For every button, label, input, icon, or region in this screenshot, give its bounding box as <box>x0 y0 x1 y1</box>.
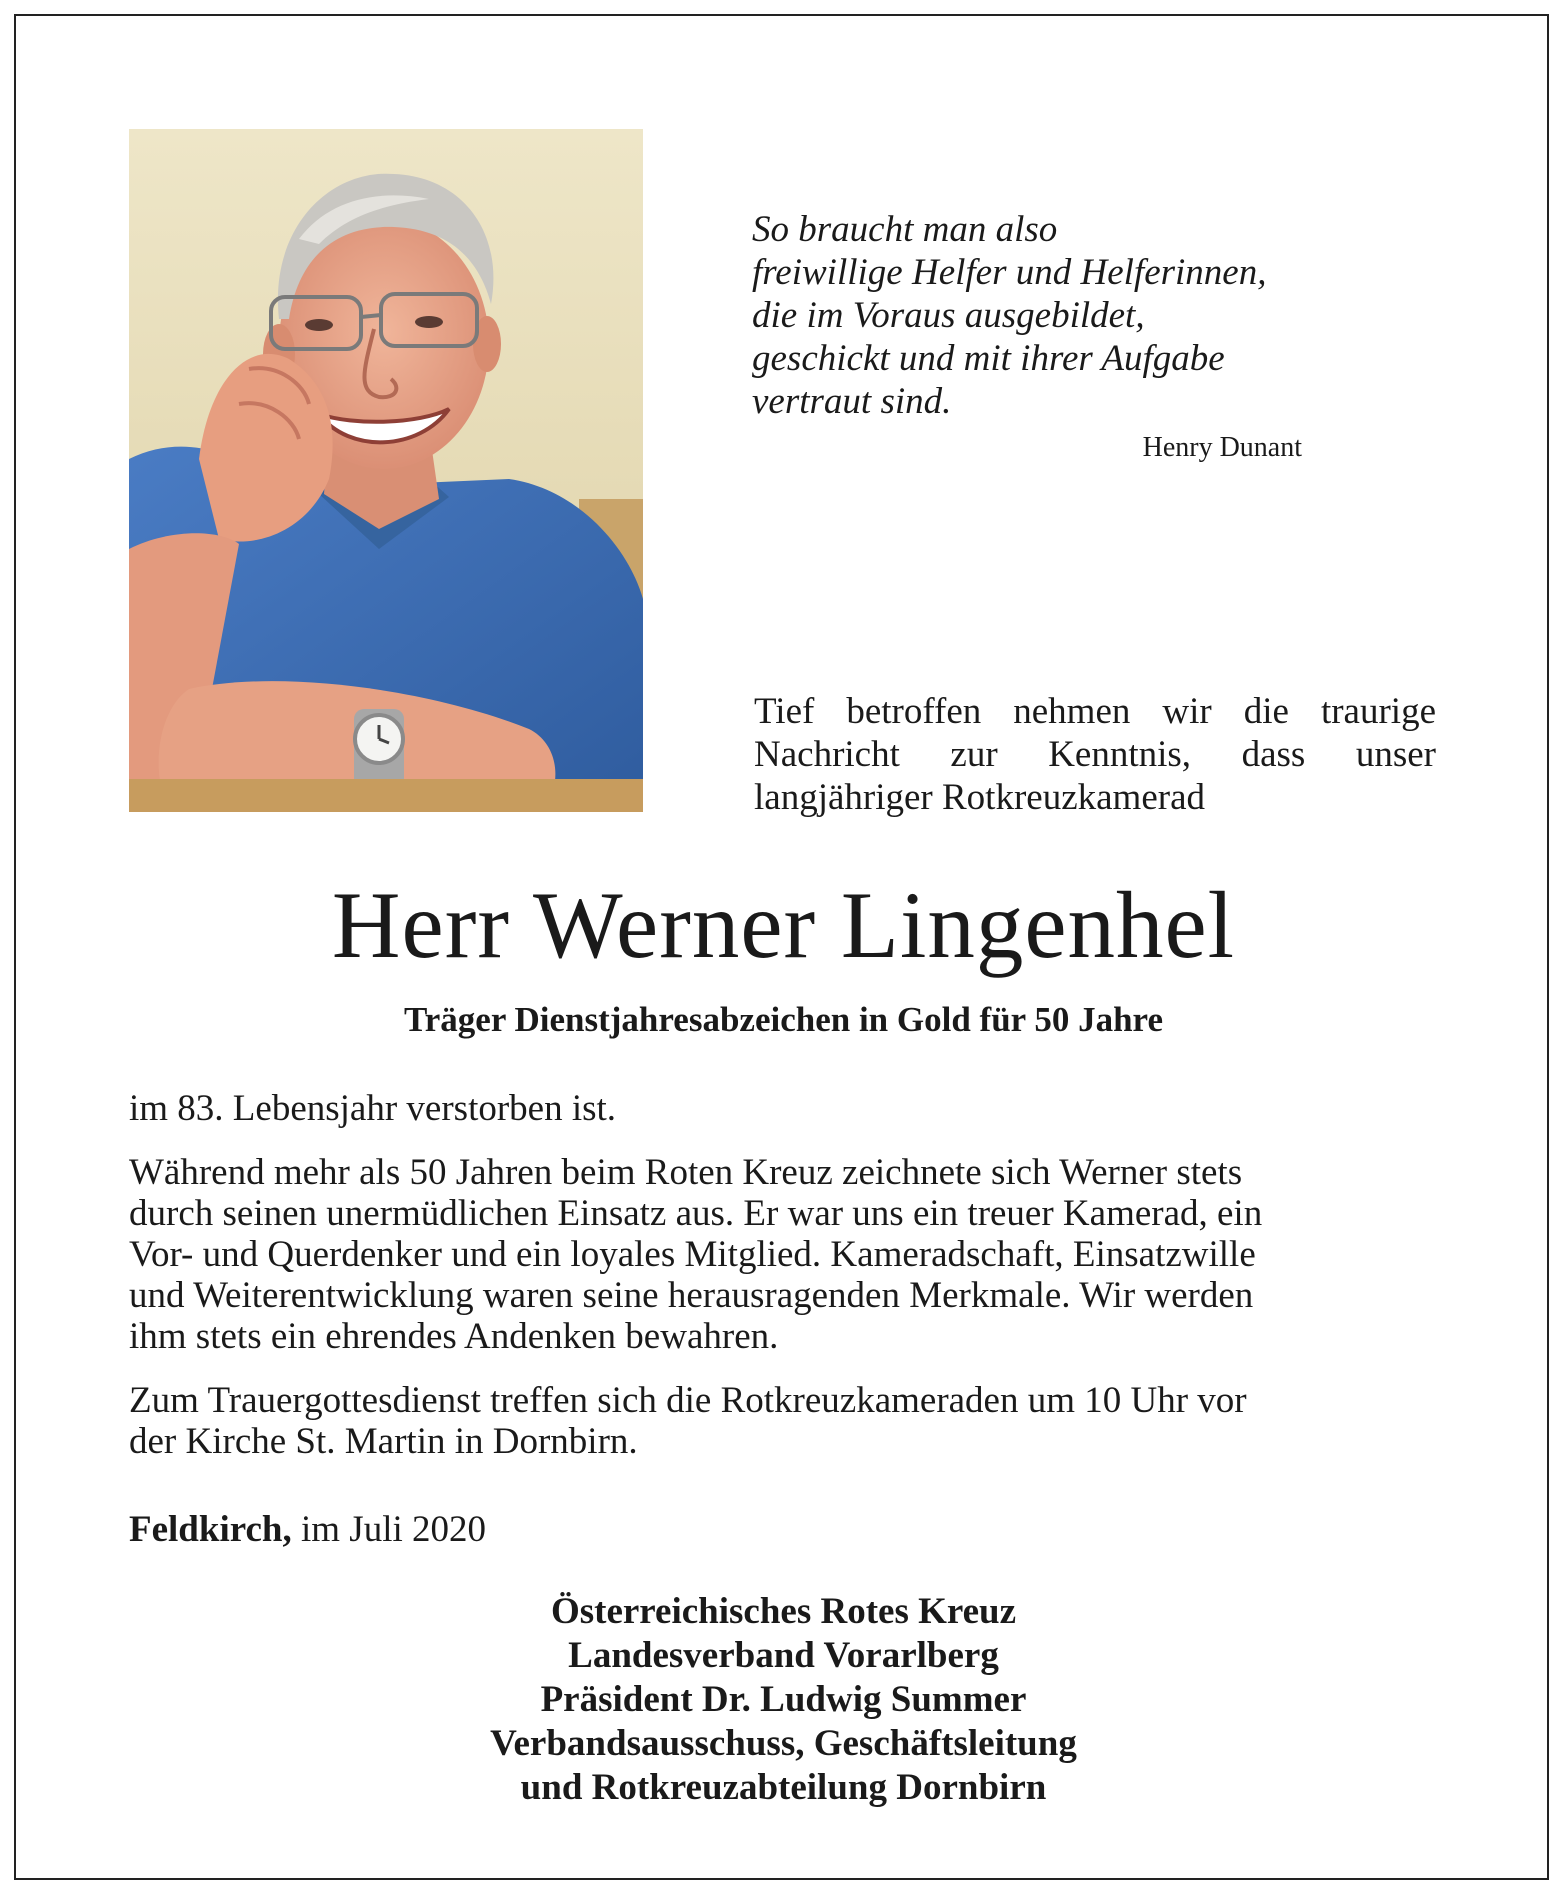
quote-text <box>752 208 1312 423</box>
paragraph-line: durch seinen unermüdlichen Einsatz aus. Er war uns ein treuer Kamerad, ein <box>129 1193 1263 1234</box>
intro-text <box>754 690 1436 819</box>
paragraph-line: im 83. Lebensjahr verstorben ist. <box>129 1088 617 1129</box>
place-city: Feldkirch, <box>129 1509 292 1550</box>
quote-line: die im Voraus ausgebildet, <box>752 295 1145 336</box>
paragraph-tribute <box>129 1152 1439 1357</box>
signature-line: Österreichisches Rotes Kreuz <box>550 1591 1017 1632</box>
quote-line: geschickt und mit ihrer Aufgabe <box>752 338 1225 379</box>
intro-line: Tief betroffen nehmen wir die traurige <box>754 691 1436 732</box>
signature-line: Landesverband Vorarlberg <box>568 1635 999 1676</box>
quote-author: Henry Dunant <box>1142 432 1302 463</box>
paragraph-line: ihm stets ein ehrendes Andenken bewahren. <box>129 1316 779 1357</box>
paragraph-line: Zum Trauergottesdienst treffen sich die Rotkreuzkameraden um 10 Uhr vor <box>129 1380 1247 1421</box>
intro-line: Nachricht zur Kenntnis, dass unser <box>754 734 1436 775</box>
paragraph-line: Während mehr als 50 Jahren beim Roten Kreuz zeichnete sich Werner stets <box>129 1152 1243 1193</box>
portrait-illustration <box>129 129 643 812</box>
signature-block <box>0 1590 1567 1810</box>
award-subtitle: Träger Dienstjahresabzeichen in Gold für 50 Jahre <box>404 1000 1163 1039</box>
place-and-date <box>129 1508 486 1552</box>
paragraph-line: Vor- und Querdenker und ein loyales Mitglied. Kameradschaft, Einsatzwille <box>129 1234 1256 1275</box>
deceased-name: Herr Werner Lingenhel <box>331 872 1236 978</box>
intro-line: langjähriger Rotkreuzkamerad <box>754 777 1205 818</box>
paragraph-service-info <box>129 1380 1439 1462</box>
paragraph-line: und Weiterentwicklung waren seine herausragenden Merkmale. Wir werden <box>129 1275 1254 1316</box>
quote-line: vertraut sind. <box>752 381 952 422</box>
place-date: im Juli 2020 <box>301 1509 487 1550</box>
signature-line: Verbandsausschuss, Geschäftsleitung <box>490 1723 1077 1764</box>
signature-line: Präsident Dr. Ludwig Summer <box>540 1679 1027 1720</box>
portrait-photo <box>129 129 643 812</box>
quote-line: freiwillige Helfer und Helferinnen, <box>752 252 1267 293</box>
paragraph-line: der Kirche St. Martin in Dornbirn. <box>129 1421 638 1462</box>
paragraph-death-notice <box>129 1088 1439 1129</box>
quote-line: So braucht man also <box>752 209 1058 250</box>
signature-line: und Rotkreuzabteilung Dornbirn <box>520 1767 1047 1808</box>
